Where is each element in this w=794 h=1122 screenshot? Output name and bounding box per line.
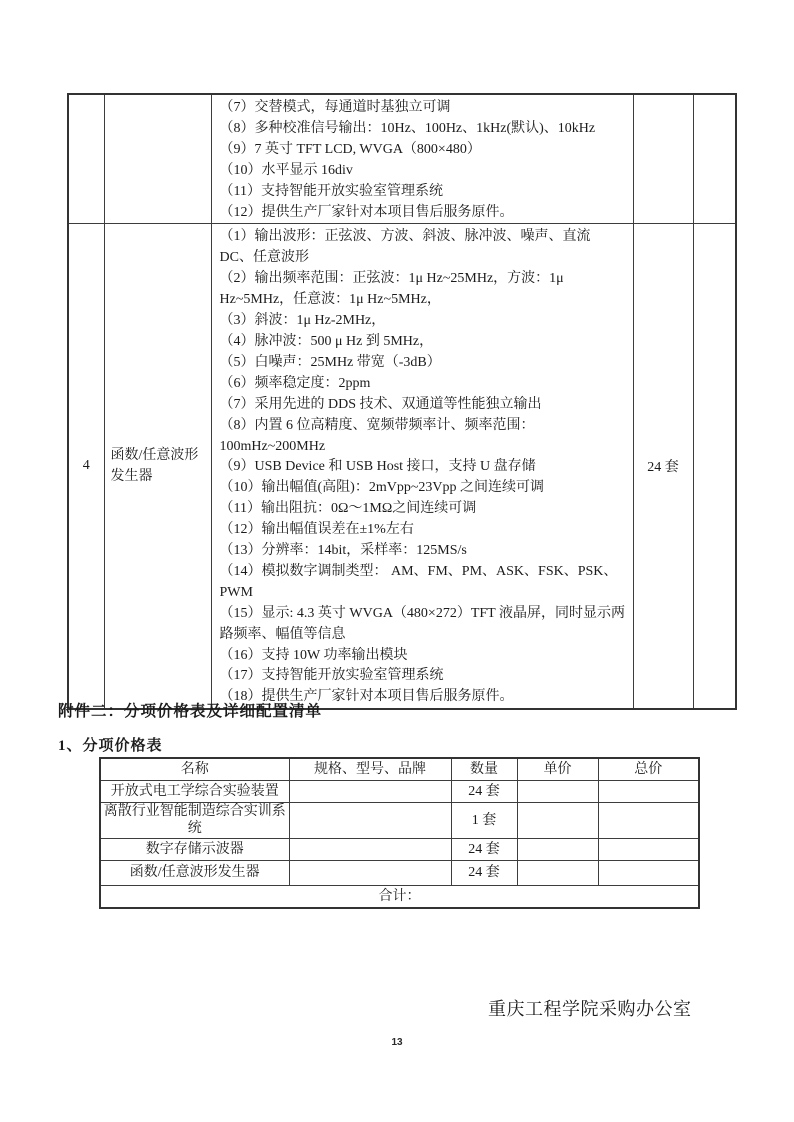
total-price-cell: [598, 780, 699, 802]
price-row: [100, 802, 699, 838]
price-table: [99, 757, 700, 909]
spec-line: （18）提供生产厂家针对本项目售后服务原件。: [219, 689, 514, 705]
spec-line: （10）输出幅值(高阻)：2mVpp~23Vpp 之间连续可调: [219, 480, 545, 496]
price-table-header-row: [100, 758, 699, 780]
spec-line: （5）白噪声：25MHz 带宽（-3dB）: [219, 354, 441, 370]
remark-cell: [693, 224, 736, 709]
col-header-quantity: 数量: [451, 758, 517, 780]
col-header-total-price: 总价: [598, 758, 699, 780]
col-header-unit-price: 单价: [517, 758, 598, 780]
price-row: [100, 860, 699, 885]
spec-table: [67, 93, 737, 710]
quantity-cell: 24 套: [451, 860, 517, 885]
spec-line: （15）显示: 4.3 英寸 WVGA（480×272）TFT 液晶屏，同时显示两路频率、幅值等信息: [219, 605, 625, 642]
spec-line: （3）斜波：1μ Hz-2MHz，: [219, 313, 386, 329]
spec-line: （6）频率稳定度：2ppm: [219, 375, 371, 391]
unit-price-cell: [517, 838, 598, 860]
spec-line: （13）分辨率：14bit，采样率：125MS/s: [219, 543, 467, 559]
col-header-name: 名称: [100, 758, 289, 780]
col-header-spec: 规格、型号、品牌: [289, 758, 451, 780]
footer-organization: 重庆工程学院采购办公室: [488, 999, 692, 1019]
spec-line: （17）支持智能开放实验室管理系统: [219, 668, 444, 684]
price-table-subheading: 1、分项价格表: [58, 738, 163, 754]
total-price-cell: [598, 838, 699, 860]
spec-line: （12）输出幅值误差在±1%左右: [219, 522, 414, 538]
spec-line: （4）脉冲波：500 μ Hz 到 5MHz，: [219, 333, 434, 349]
spec-line: （16）支持 10W 功率输出模块: [219, 647, 408, 663]
item-name-cell: [104, 94, 211, 224]
unit-price-cell: [517, 780, 598, 802]
spec-line: （2）输出频率范围：正弦波：1μ Hz~25MHz，方波：1μ Hz~5MHz，任意波：1μ Hz~5MHz，: [219, 271, 564, 308]
spec-cell: [289, 860, 451, 885]
spec-line: （7）采用先进的 DDS 技术、双通道等性能独立输出: [219, 396, 542, 412]
spec-cell: [289, 838, 451, 860]
spec-line: （10）水平显示 16div: [219, 162, 353, 178]
spec-list-cell: [211, 224, 633, 709]
quantity-cell: 1 套: [451, 802, 517, 838]
row-index-cell: 4: [68, 224, 104, 709]
quantity-cell: 24 套: [633, 224, 693, 709]
item-name-cell: 数字存储示波器: [100, 838, 289, 860]
spec-line: （8）内置 6 位高精度、宽频带频率计、频率范围：100mHz~200MHz: [219, 417, 535, 454]
spec-line: （8）多种校准信号输出：10Hz、100Hz、1kHz(默认)、10kHz: [219, 120, 596, 136]
spec-row-continuation: [68, 94, 736, 224]
price-row: [100, 838, 699, 860]
item-name-cell: 函数/任意波形发生器: [100, 860, 289, 885]
price-total-row: [100, 885, 699, 908]
total-price-cell: [598, 860, 699, 885]
total-price-cell: [598, 802, 699, 838]
spec-cell: [289, 780, 451, 802]
item-name-cell: 函数/任意波形发生器: [104, 224, 211, 709]
spec-line: （9）USB Device 和 USB Host 接口，支持 U 盘存储: [219, 459, 536, 475]
spec-row-item-4: [68, 224, 736, 709]
page-number: 13: [391, 1037, 403, 1048]
item-name-cell: 离散行业智能制造综合实训系统: [100, 802, 289, 838]
remark-cell: [693, 94, 736, 224]
spec-cell: [289, 802, 451, 838]
spec-line: （11）支持智能开放实验室管理系统: [219, 183, 443, 199]
spec-line: （11）输出阻抗：0Ω～1MΩ之间连续可调: [219, 501, 477, 517]
spec-line: （12）提供生产厂家针对本项目售后服务原件。: [219, 204, 514, 220]
spec-list-cell: [211, 94, 633, 224]
row-index-cell: [68, 94, 104, 224]
unit-price-cell: [517, 802, 598, 838]
item-name-cell: 开放式电工学综合实验装置: [100, 780, 289, 802]
unit-price-cell: [517, 860, 598, 885]
price-row: [100, 780, 699, 802]
attachment-heading: 附件二：分项价格表及详细配置清单: [58, 703, 323, 720]
spec-line: （9）7 英寸 TFT LCD, WVGA（800×480）: [219, 141, 481, 157]
total-label: 合计：: [100, 885, 699, 908]
quantity-cell: [633, 94, 693, 224]
spec-line: （1）输出波形：正弦波、方波、斜波、脉冲波、噪声、直流 DC、任意波形: [219, 229, 591, 266]
quantity-cell: 24 套: [451, 838, 517, 860]
quantity-cell: 24 套: [451, 780, 517, 802]
spec-line: （7）交替模式，每通道时基独立可调: [219, 100, 451, 115]
spec-line: （14）模拟数字调制类型： AM、FM、PM、ASK、FSK、PSK、PWM: [219, 563, 618, 600]
